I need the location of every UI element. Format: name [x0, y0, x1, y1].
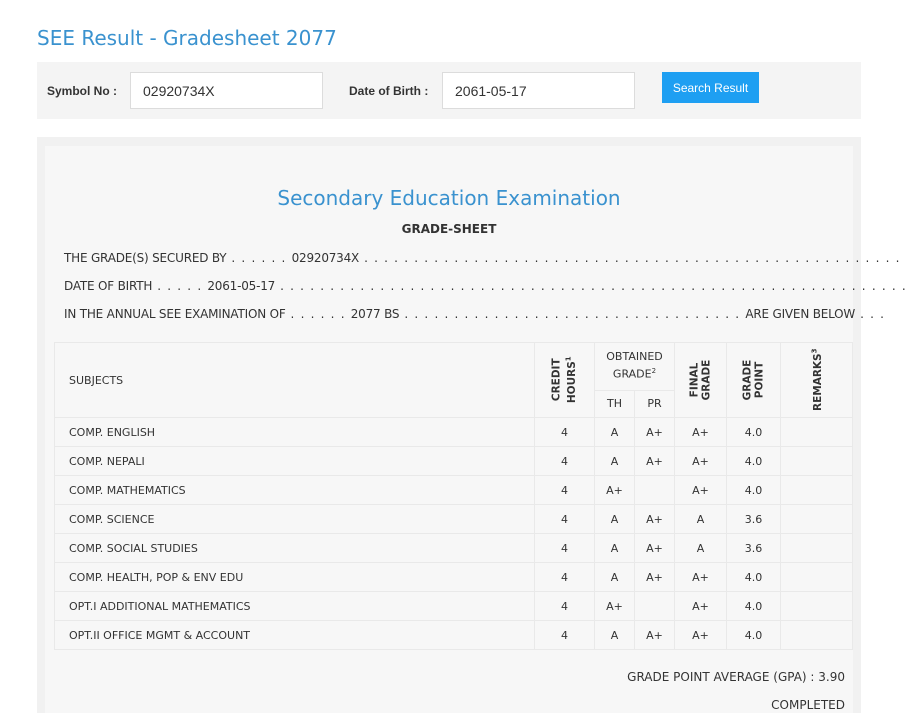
final-grade-cell: A: [675, 534, 727, 563]
final-grade-header: [675, 343, 727, 418]
info-label: DATE OF BIRTH: [64, 279, 153, 293]
gpa-value: 3.90: [818, 670, 845, 684]
exam-title: Secondary Education Examination: [277, 186, 621, 210]
final-grade-cell: A+: [675, 476, 727, 505]
pr-grade-cell: A+: [635, 447, 675, 476]
header-label: CREDIT HOURS$^1$: [550, 356, 579, 404]
info-label: THE GRADE(S) SECURED BY: [64, 251, 227, 265]
table-row: [55, 621, 853, 650]
info-label: IN THE ANNUAL SEE EXAMINATION OF: [64, 307, 286, 321]
subject-cell: OPT.I ADDITIONAL MATHEMATICS: [55, 592, 535, 621]
th-grade-cell: A: [595, 534, 635, 563]
remarks-cell: [781, 534, 853, 563]
th-header: TH: [595, 390, 635, 417]
search-result-button[interactable]: Search Result: [662, 72, 759, 103]
symbol-number-input[interactable]: [130, 72, 323, 109]
info-dob-value: 2061-05-17: [207, 279, 276, 293]
subject-cell: COMP. ENGLISH: [55, 418, 535, 447]
th-grade-cell: A: [595, 563, 635, 592]
subjects-header: [55, 343, 535, 418]
gradesheet: [45, 146, 907, 713]
grade-point-cell: 4.0: [727, 592, 781, 621]
th-grade-cell: A: [595, 505, 635, 534]
remarks-cell: [781, 476, 853, 505]
remarks-header: [781, 343, 853, 418]
remarks-cell: [781, 418, 853, 447]
pr-grade-cell: A+: [635, 621, 675, 650]
date-of-birth-label: Date of Birth :: [349, 84, 429, 98]
table-row: [55, 447, 853, 476]
final-grade-cell: A+: [675, 592, 727, 621]
credit-hours-cell: 4: [535, 563, 595, 592]
credit-hours-cell: 4: [535, 505, 595, 534]
grade-point-cell: 4.0: [727, 476, 781, 505]
credit-hours-header: [535, 343, 595, 418]
final-grade-cell: A: [675, 505, 727, 534]
pr-grade-cell: [635, 476, 675, 505]
gpa-label: GRADE POINT AVERAGE (GPA) :: [627, 670, 815, 684]
header-label: REMARKS$^3$: [810, 348, 825, 412]
th-grade-cell: A+: [595, 476, 635, 505]
date-of-birth-input[interactable]: [442, 72, 635, 109]
pr-grade-cell: A+: [635, 563, 675, 592]
remarks-cell: [781, 505, 853, 534]
grade-point-cell: 4.0: [727, 563, 781, 592]
header-label: GRADE POINT: [741, 359, 766, 401]
header-label: OBTAINED: [606, 350, 663, 364]
grade-point-cell: 3.6: [727, 534, 781, 563]
remarks-cell: [781, 592, 853, 621]
subject-cell: COMP. MATHEMATICS: [55, 476, 535, 505]
final-grade-cell: A+: [675, 621, 727, 650]
gradesheet-title: GRADE-SHEET: [401, 222, 497, 236]
subject-cell: COMP. SOCIAL STUDIES: [55, 534, 535, 563]
pr-grade-cell: [635, 592, 675, 621]
header-label: SUBJECTS: [69, 373, 124, 387]
remarks-cell: [781, 621, 853, 650]
info-label: ARE GIVEN BELOW: [745, 307, 856, 321]
pr-grade-cell: A+: [635, 534, 675, 563]
search-form: [37, 62, 861, 119]
th-grade-cell: A: [595, 418, 635, 447]
remarks-cell: [781, 447, 853, 476]
credit-hours-cell: 4: [535, 447, 595, 476]
table-row: [55, 505, 853, 534]
credit-hours-cell: 4: [535, 418, 595, 447]
grade-point-header: [727, 343, 781, 418]
info-secured-by: THE GRADE(S) SECURED BY . . . . . . 02920734X . . . . . . . . . . . . . . . . . . . . . . . . . . . . . . . . . . . . . . . . . . . . . . . . . . . . . .: [64, 251, 901, 265]
final-grade-cell: A+: [675, 447, 727, 476]
grade-point-cell: 4.0: [727, 447, 781, 476]
credit-hours-cell: 4: [535, 621, 595, 650]
subject-cell: COMP. HEALTH, POP & ENV EDU: [55, 563, 535, 592]
pr-grade-cell: A+: [635, 418, 675, 447]
credit-hours-cell: 4: [535, 592, 595, 621]
subject-cell: COMP. NEPALI: [55, 447, 535, 476]
grade-point-cell: 4.0: [727, 621, 781, 650]
grade-point-cell: 4.0: [727, 418, 781, 447]
credit-hours-cell: 4: [535, 476, 595, 505]
table-row: [55, 563, 853, 592]
result-status: COMPLETED: [771, 698, 845, 712]
final-grade-cell: A+: [675, 418, 727, 447]
table-row: [55, 418, 853, 447]
pr-grade-cell: A+: [635, 505, 675, 534]
result-panel: [37, 137, 907, 713]
subject-cell: COMP. SCIENCE: [55, 505, 535, 534]
obtained-grade-header: OBTAINED GRADE$^2$: [595, 343, 675, 391]
table-row: [55, 534, 853, 563]
symbol-number-label: Symbol No :: [47, 84, 118, 98]
info-symbol-value: 02920734X: [291, 251, 360, 265]
header-label: FINAL GRADE: [688, 359, 713, 401]
final-grade-cell: A+: [675, 563, 727, 592]
table-row: [55, 476, 853, 505]
page-title: SEE Result - Gradesheet 2077: [37, 26, 337, 50]
grades-table: [54, 342, 853, 650]
grade-point-cell: 3.6: [727, 505, 781, 534]
th-grade-cell: A: [595, 447, 635, 476]
header-label: GRADE: [612, 368, 652, 382]
th-grade-cell: A: [595, 621, 635, 650]
grades-table-body: [55, 418, 853, 650]
pr-header: PR: [635, 390, 675, 417]
info-date-of-birth: DATE OF BIRTH . . . . . 2061-05-17 . . . . . . . . . . . . . . . . . . . . . . . . . . . . . . . . . . . . . . . . . . . . . . . . . . . . . . . . . . . . . . .: [64, 279, 907, 293]
table-row: [55, 592, 853, 621]
subject-cell: OPT.II OFFICE MGMT & ACCOUNT: [55, 621, 535, 650]
th-grade-cell: A+: [595, 592, 635, 621]
credit-hours-cell: 4: [535, 534, 595, 563]
info-exam-year-value: 2077 BS: [350, 307, 400, 321]
info-exam: IN THE ANNUAL SEE EXAMINATION OF . . . . . . 2077 BS . . . . . . . . . . . . . . . . . . . . . . . . . . . . . . . . . . ARE GIVEN BELOW . . .: [64, 307, 886, 321]
gpa-summary: [627, 670, 845, 684]
remarks-cell: [781, 563, 853, 592]
